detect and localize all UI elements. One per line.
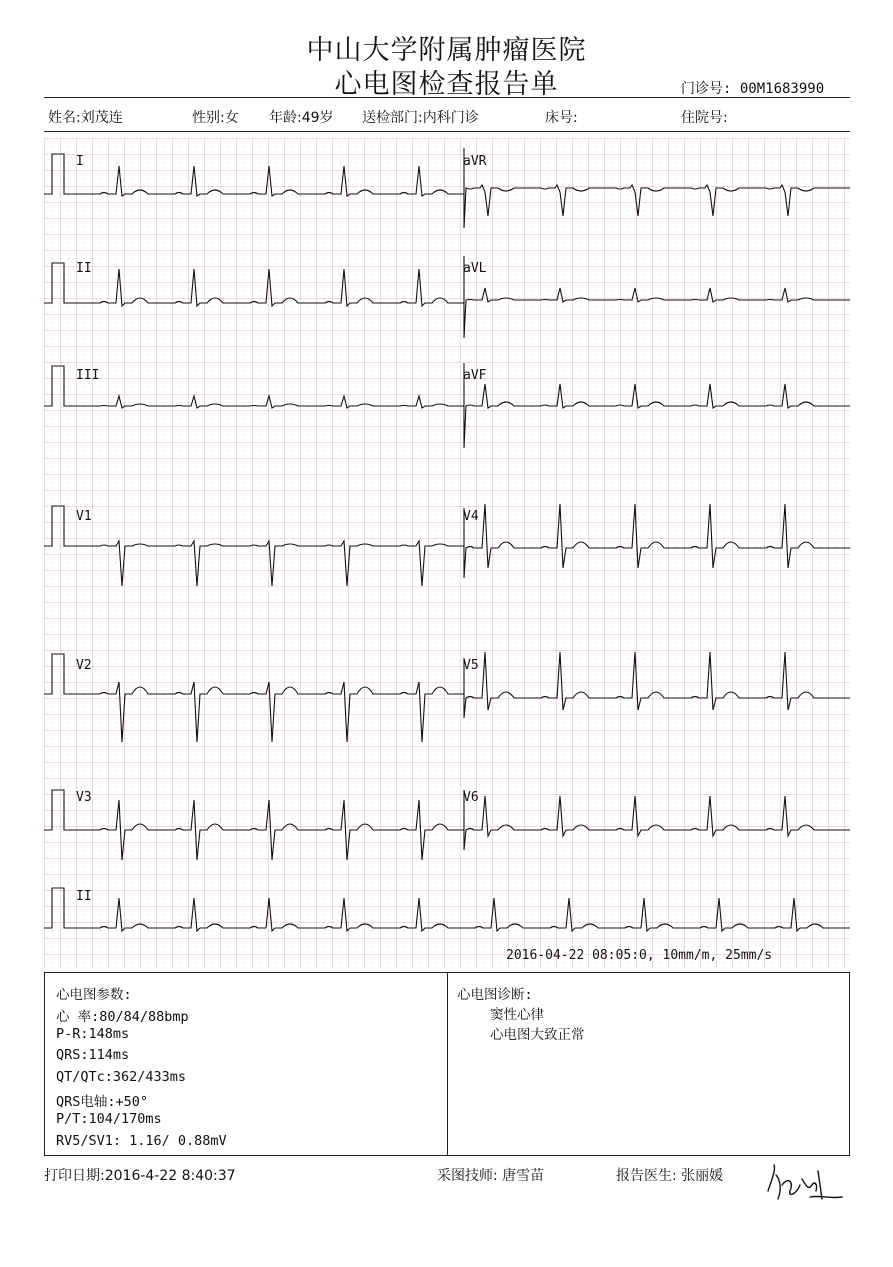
patient-name: 姓名:刘茂连: [48, 110, 123, 126]
clinic-number: 门诊号: 00M1683990: [681, 81, 825, 97]
param-pr: P-R:148ms: [56, 1026, 130, 1042]
lead-label-v5: V5: [463, 658, 479, 673]
lead-label-v3: V3: [76, 790, 92, 805]
referring-department: 送检部门:内科门诊: [362, 110, 479, 126]
report-title: 心电图检查报告单: [334, 69, 559, 100]
diagnosis-line-1: 窦性心律: [490, 1007, 544, 1023]
recording-timestamp: 2016-04-22 08:05:0, 10mm/m, 25mm/s: [506, 948, 773, 963]
header-rule-bottom: [44, 131, 850, 132]
lead-label-avl: aVL: [463, 261, 487, 276]
print-date: 打印日期:2016-4-22 8:40:37: [44, 1168, 236, 1184]
hospital-name: 中山大学附属肿瘤医院: [306, 35, 587, 66]
lead-label-v4: V4: [463, 509, 479, 524]
report-panel: [44, 972, 850, 1156]
param-heart-rate: 心 率:80/84/88bmp: [56, 1009, 189, 1025]
param-qrs-axis: QRS电轴:+50°: [56, 1094, 149, 1110]
param-rv5-sv1: RV5/SV1: 1.16/ 0.88mV: [56, 1133, 227, 1149]
param-qt-qtc: QT/QTc:362/433ms: [56, 1069, 187, 1085]
patient-sex: 性别:女: [192, 110, 239, 126]
ecg-tracing-grid: [44, 138, 850, 968]
lead-label-i: I: [76, 154, 84, 169]
lead-label-avf: aVF: [463, 368, 487, 383]
inpatient-number: 住院号:: [681, 110, 728, 126]
header-rule-top: [44, 97, 850, 98]
lead-label-ii: II: [76, 261, 92, 276]
technician: 采图技师: 唐雪苗: [437, 1168, 545, 1184]
param-p-t: P/T:104/170ms: [56, 1111, 162, 1127]
diagnosis-line-2: 心电图大致正常: [490, 1027, 585, 1043]
bed-number: 床号:: [545, 110, 578, 126]
reporting-doctor: 报告医生: 张丽媛: [616, 1168, 724, 1184]
patient-age: 年龄:49岁: [269, 110, 334, 126]
lead-label-iii: III: [76, 368, 100, 383]
lead-label-v1: V1: [76, 509, 92, 524]
lead-label-v2: V2: [76, 658, 92, 673]
lead-label-rhythm-ii: II: [76, 889, 92, 904]
doctor-signature: [762, 1155, 844, 1205]
lead-label-avr: aVR: [463, 154, 487, 169]
param-qrs: QRS:114ms: [56, 1047, 130, 1063]
panel-divider: [447, 973, 448, 1155]
lead-label-v6: V6: [463, 790, 479, 805]
diagnosis-heading: 心电图诊断:: [457, 987, 533, 1003]
params-heading: 心电图参数:: [56, 987, 132, 1003]
